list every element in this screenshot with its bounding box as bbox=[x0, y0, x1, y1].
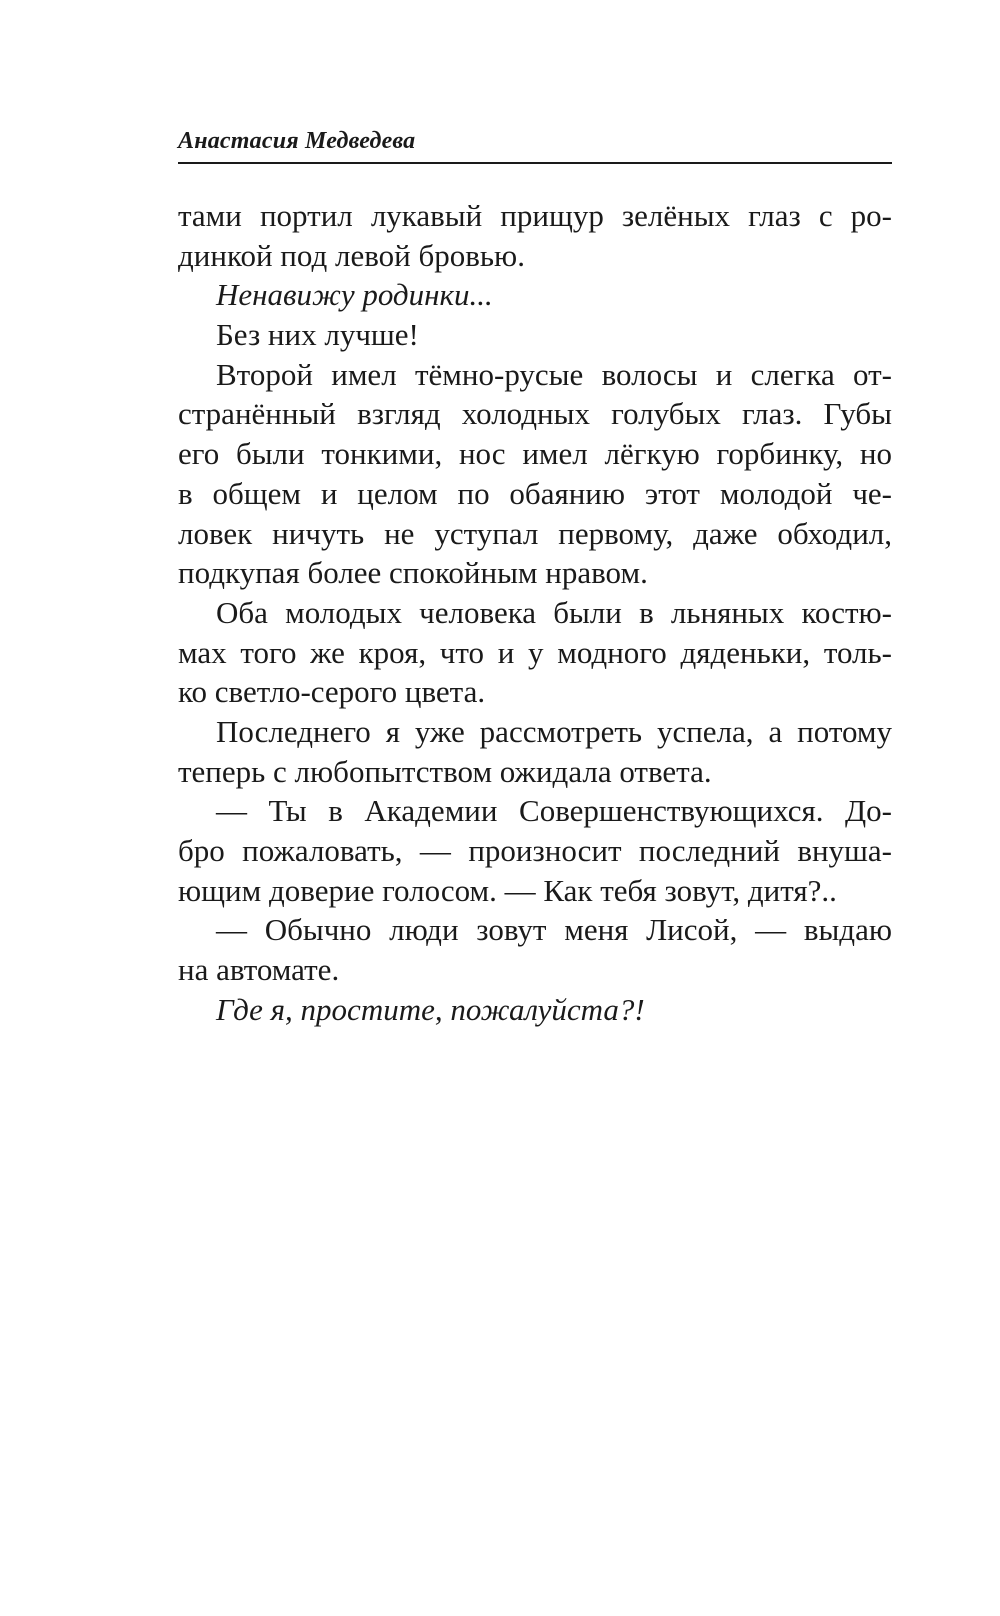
text-line: Оба молодых человека были в льняных костю- bbox=[216, 594, 892, 630]
text-line: ко светло-серого цвета. bbox=[178, 674, 486, 710]
text-line: — Ты в Академии Совершенствующихся. До- bbox=[216, 793, 892, 829]
running-header bbox=[178, 124, 892, 164]
text-line: на автомате. bbox=[178, 952, 340, 988]
text-line: его были тонкими, нос имел лёгкую горбинку, но bbox=[178, 436, 892, 472]
text-line: подкупая более спокойным нравом. bbox=[178, 555, 648, 591]
text-line: ющим доверие голосом. — Как тебя зовут, дитя?.. bbox=[178, 872, 837, 908]
text-line: теперь с любопытством ожидала ответа. bbox=[178, 753, 712, 789]
text-line: динкой под левой бровью. bbox=[178, 237, 525, 273]
text-line: Второй имел тёмно-русые волосы и слегка от- bbox=[216, 356, 892, 392]
text-line: странённый взгляд холодных голубых глаз. Губы bbox=[178, 396, 892, 432]
text-line: Где я, простите, пожалуйста?! bbox=[216, 991, 645, 1027]
text-line: бро пожаловать, — произносит последний внуша- bbox=[178, 833, 892, 868]
text-line: мах того же кроя, что и у модного дяденьки, толь- bbox=[178, 634, 892, 670]
text-line: Без них лучше! bbox=[216, 317, 419, 353]
text-line: ловек ничуть не уступал первому, даже обходил, bbox=[178, 515, 892, 551]
body-text bbox=[178, 196, 892, 1029]
text-line: тами портил лукавый прищур зелёных глаз с ро- bbox=[178, 198, 892, 233]
text-line: в общем и целом по обаянию этот молодой че- bbox=[178, 475, 892, 511]
author-name: Анастасия Медведева bbox=[178, 128, 416, 154]
text-line: Последнего я уже рассмотреть успела, а потому bbox=[216, 713, 892, 749]
text-line: — Обычно люди зовут меня Лисой, — выдаю bbox=[216, 912, 892, 948]
text-line: Ненавижу родинки... bbox=[216, 277, 493, 313]
